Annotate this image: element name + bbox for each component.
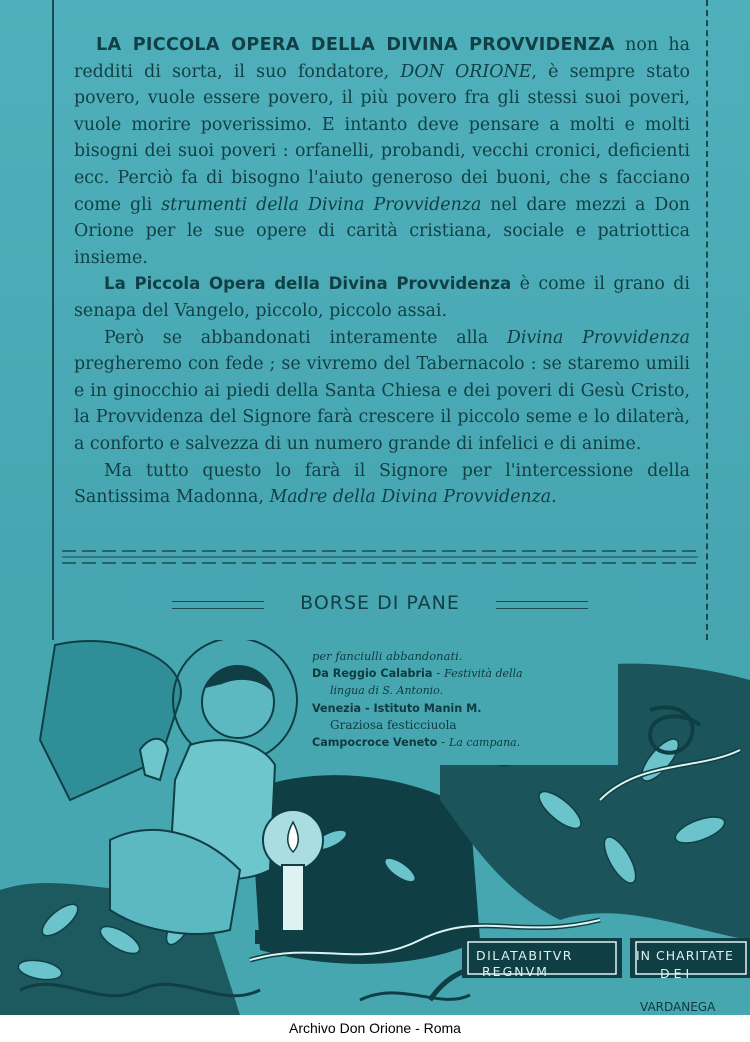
motto-regnum: REGNVM bbox=[482, 964, 549, 979]
donations-header: per fanciulli abbandonati. bbox=[312, 649, 463, 663]
artist-signature: VARDANEGA bbox=[640, 1000, 716, 1014]
article-text bbox=[74, 32, 690, 511]
paragraph-4: Ma tutto questo lo farà il Signore per l'intercessione della Santissima Madonna, Madre della Divina Provvidenza. bbox=[74, 460, 690, 508]
donation-entry: Da Reggio Calabria - Festività della bbox=[312, 665, 523, 680]
paragraph-3: Però se abbandonati interamente alla Divina Provvidenza pregheremo con fede ; se vivremo del Tabernacolo : se staremo umili e in ginocchio ai piedi della Santa Chiesa e dei poveri di Gesù Cristo, la Provvidenza del Signore farà crescere il piccolo seme e lo dilaterà, a conforto e salvezza di un numero grande di infelici e di anime. bbox=[74, 327, 691, 454]
donation-entry: Campocroce Veneto - La campana. bbox=[312, 734, 521, 749]
motto-dilatabitur: DILATABITVR bbox=[476, 948, 573, 963]
archive-footer: Archivo Don Orione - Roma bbox=[0, 1015, 750, 1042]
motto-dei: DEI bbox=[660, 966, 694, 981]
section-title: BORSE DI PANE bbox=[300, 592, 460, 614]
paragraph-1: LA PICCOLA OPERA DELLA DIVINA PROVVIDENZA non ha redditi di sorta, il suo fondatore, DON ORIONE, è sempre stato povero, vuole essere povero, il più povero fra gli stessi suoi poveri, vuole morire poverissimo. E intanto deve pensare a molti e molti bisogni dei suoi poveri : orfanelli, probandi, vecchi cronici, deficienti ecc. Perciò fa di bisogno l'aiuto generoso dei buoni, che s facciano come gli strumenti della Divina Provvidenza nel dare mezzi a Don Orione per le sue opere di carità cristiana, sociale e patriottica insieme. bbox=[74, 35, 691, 268]
motto-in-charitate: IN CHARITATE bbox=[636, 948, 734, 963]
donation-entry: Venezia - Istituto Manin M. bbox=[312, 701, 482, 715]
donations-list bbox=[312, 648, 612, 751]
paragraph-2: La Piccola Opera della Divina Provvidenza è come il grano di senapa del Vangelo, piccolo, piccolo assai. bbox=[74, 274, 690, 321]
decorative-separator bbox=[62, 548, 698, 568]
founder-name: DON ORIONE bbox=[400, 61, 532, 82]
donation-entry: lingua di S. Antonio. bbox=[330, 684, 444, 697]
opera-title: LA PICCOLA OPERA DELLA DIVINA PROVVIDENZA bbox=[96, 35, 615, 55]
donation-entry: Graziosa festicciuola bbox=[330, 718, 457, 732]
